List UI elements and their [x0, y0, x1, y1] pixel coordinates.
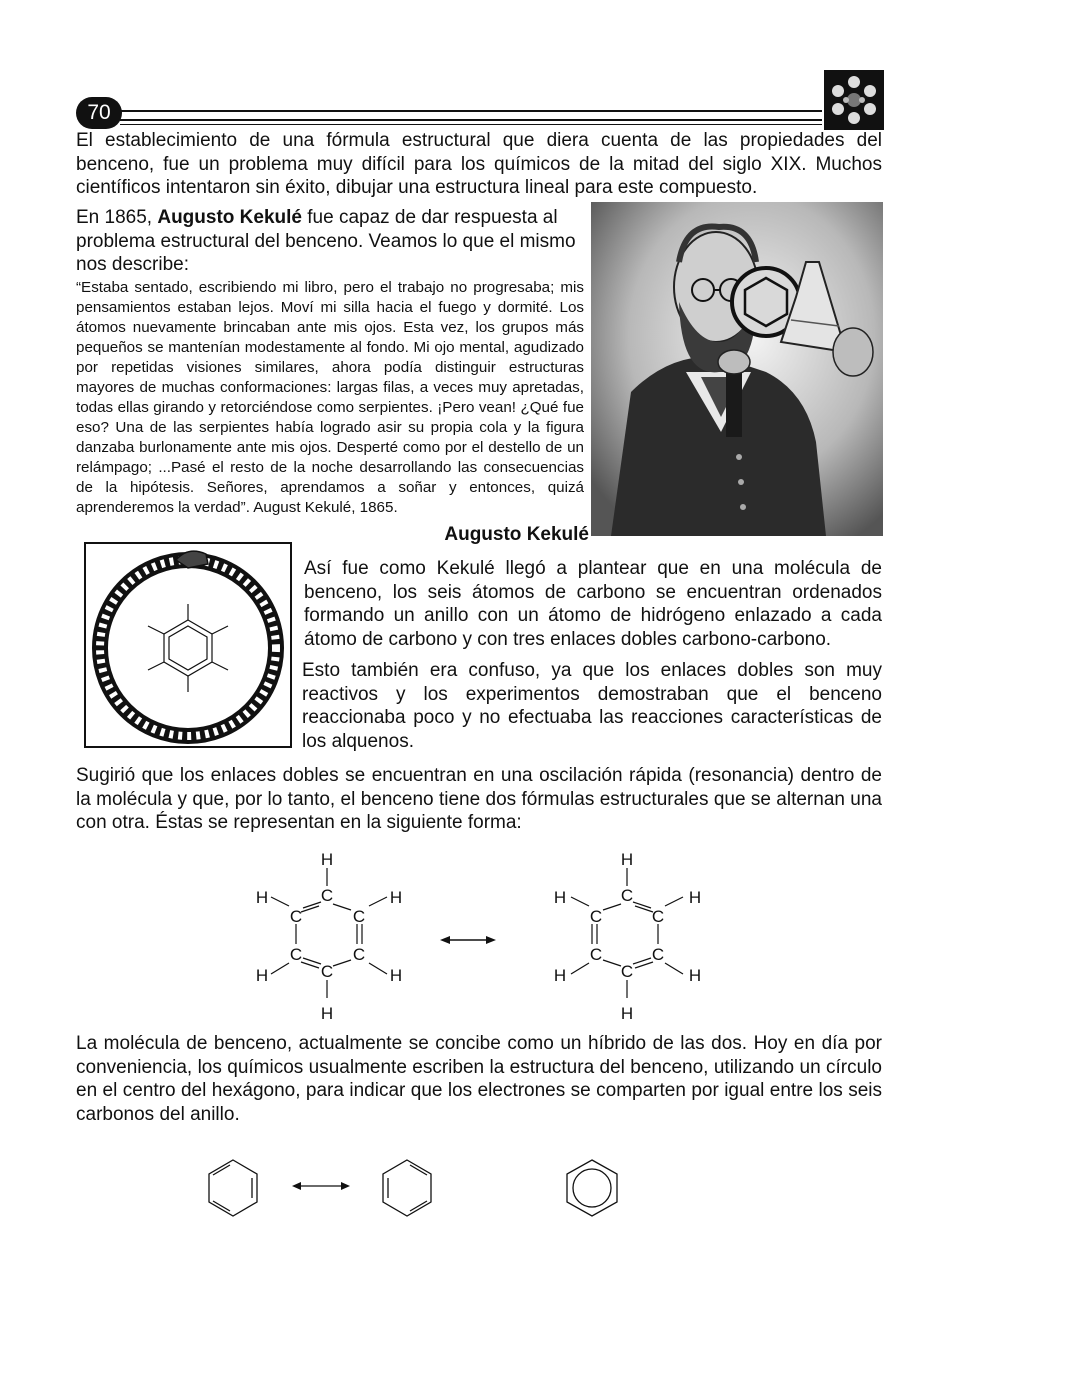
kekule-structure-right — [554, 850, 701, 1023]
hybrid-paragraph: La molécula de benceno, actualmente se concibe como un híbrido de las dos. Hoy en día por conveniencia, los químicos usualmente escriben la estructura del benceno, utilizando un círculo en el centro del hexágono, para indicar que los electrones se comparten por igual entre los seis carbonos del anillo. — [76, 1033, 882, 1125]
atom-c: C — [620, 962, 634, 981]
atom-h: H — [620, 850, 634, 869]
atom-c: C — [289, 907, 303, 926]
atom-c: C — [651, 907, 665, 926]
resonance-arrow-icon — [292, 1182, 350, 1190]
atom-h: H — [320, 850, 334, 869]
intro-paragraph: El establecimiento de una fórmula estructural que diera cuenta de las propiedades del benceno, fue un problema muy difícil para los químicos de la mitad del siglo XIX. Muchos científicos intentaron sin éxito, dibujar una estructura lineal para este compuesto. — [76, 130, 882, 198]
header-rule — [120, 124, 822, 125]
lead-text: fue capaz de dar respuesta al problema estructural del benceno. Veamos lo que el mismo nos describe: — [76, 207, 576, 275]
kekule-quote: “Estaba sentado, escribiendo mi libro, pero el trabajo no progresaba; mis pensamientos estaban lejos. Moví mi silla hacia el fuego y dormité. Los átomos nuevamente brincaban ante mis ojos. Esta vez, los grupos más pequeños se mantenían modestamente al fondo. Mi ojo mental, agudizado por repetidas visiones similares, ahora podía distinguir estructuras mayores de muchas conformaciones: largas filas, a veces muy apretadas, todas ellas girando y retorciéndose como serpientes. ¡Pero vean! ¿Qué fue eso? Una de las serpientes había logrado asir su propia cola y la figura danzaba burlonamente ante mis ojos. Desperté como por el destello de un relámpago; ...Pasé el resto de la noche desarrollando las consecuencias de la hipótesis. Señores, aprendamos a soñar y entonces, quizá aprenderemos la verdad”. August Kekulé, 1865. — [76, 279, 584, 516]
atom-h: H — [688, 966, 702, 985]
resonance-arrow-icon — [440, 936, 496, 944]
atom-h: H — [620, 1004, 634, 1023]
benzene-hexagon-middle — [383, 1160, 431, 1216]
ring-paragraph-1: Así fue como Kekulé llegó a plantear que en una molécula de benceno, los seis átomos de carbono se encuentran ordenados formando un anillo con un átomo de hidrógeno enlazado a cada átomo de carbono y con tres enlaces dobles carbono-carbono. — [304, 558, 882, 650]
atom-c: C — [651, 945, 665, 964]
atom-h: H — [320, 1004, 334, 1023]
benzene-hexagon-left — [209, 1160, 257, 1216]
kekule-structure-left — [256, 850, 402, 1023]
atom-h: H — [255, 966, 269, 985]
atom-c: C — [320, 886, 334, 905]
atom-c: C — [352, 907, 366, 926]
lead-name: Augusto Kekulé — [157, 207, 302, 228]
benzene-hexagon-diagram — [200, 1152, 630, 1226]
atom-c: C — [589, 907, 603, 926]
atom-c: C — [352, 945, 366, 964]
kekule-portrait-illustration — [591, 202, 883, 536]
ring-paragraph-2: Esto también era confuso, ya que los enlaces dobles son muy reactivos y los experimentos demostraban que el benceno reaccionaba poco y no efectuaba las reacciones características de los alquenos. — [302, 660, 882, 752]
resonance-paragraph: Sugirió que los enlaces dobles se encuentran en una oscilación rápida (resonancia) dentro de la molécula y que, por lo tanto, el benceno tiene dos fórmulas estructurales que se alternan una con otra. Éstas se representan en la siguiente forma: — [76, 765, 882, 833]
benzene-circle-ring — [567, 1160, 617, 1216]
atom-c: C — [620, 886, 634, 905]
page-number: 70 — [87, 101, 111, 124]
atom-h: H — [553, 966, 567, 985]
atom-h: H — [389, 966, 403, 985]
atom-c: C — [589, 945, 603, 964]
atom-h: H — [389, 888, 403, 907]
kekule-resonance-diagram — [240, 846, 720, 1026]
benzene-molecule-icon — [824, 70, 884, 130]
atom-h: H — [553, 888, 567, 907]
kekule-lead-paragraph — [76, 206, 584, 277]
header-rule — [120, 119, 822, 121]
atom-h: H — [688, 888, 702, 907]
atom-c: C — [289, 945, 303, 964]
page-number-badge — [76, 97, 122, 129]
portrait-caption: Augusto Kekulé — [444, 524, 589, 545]
atom-c: C — [320, 962, 334, 981]
atom-h: H — [255, 888, 269, 907]
lead-text: En 1865, — [76, 207, 158, 228]
ouroboros-benzene-illustration — [84, 542, 292, 748]
header-rule — [120, 110, 822, 112]
